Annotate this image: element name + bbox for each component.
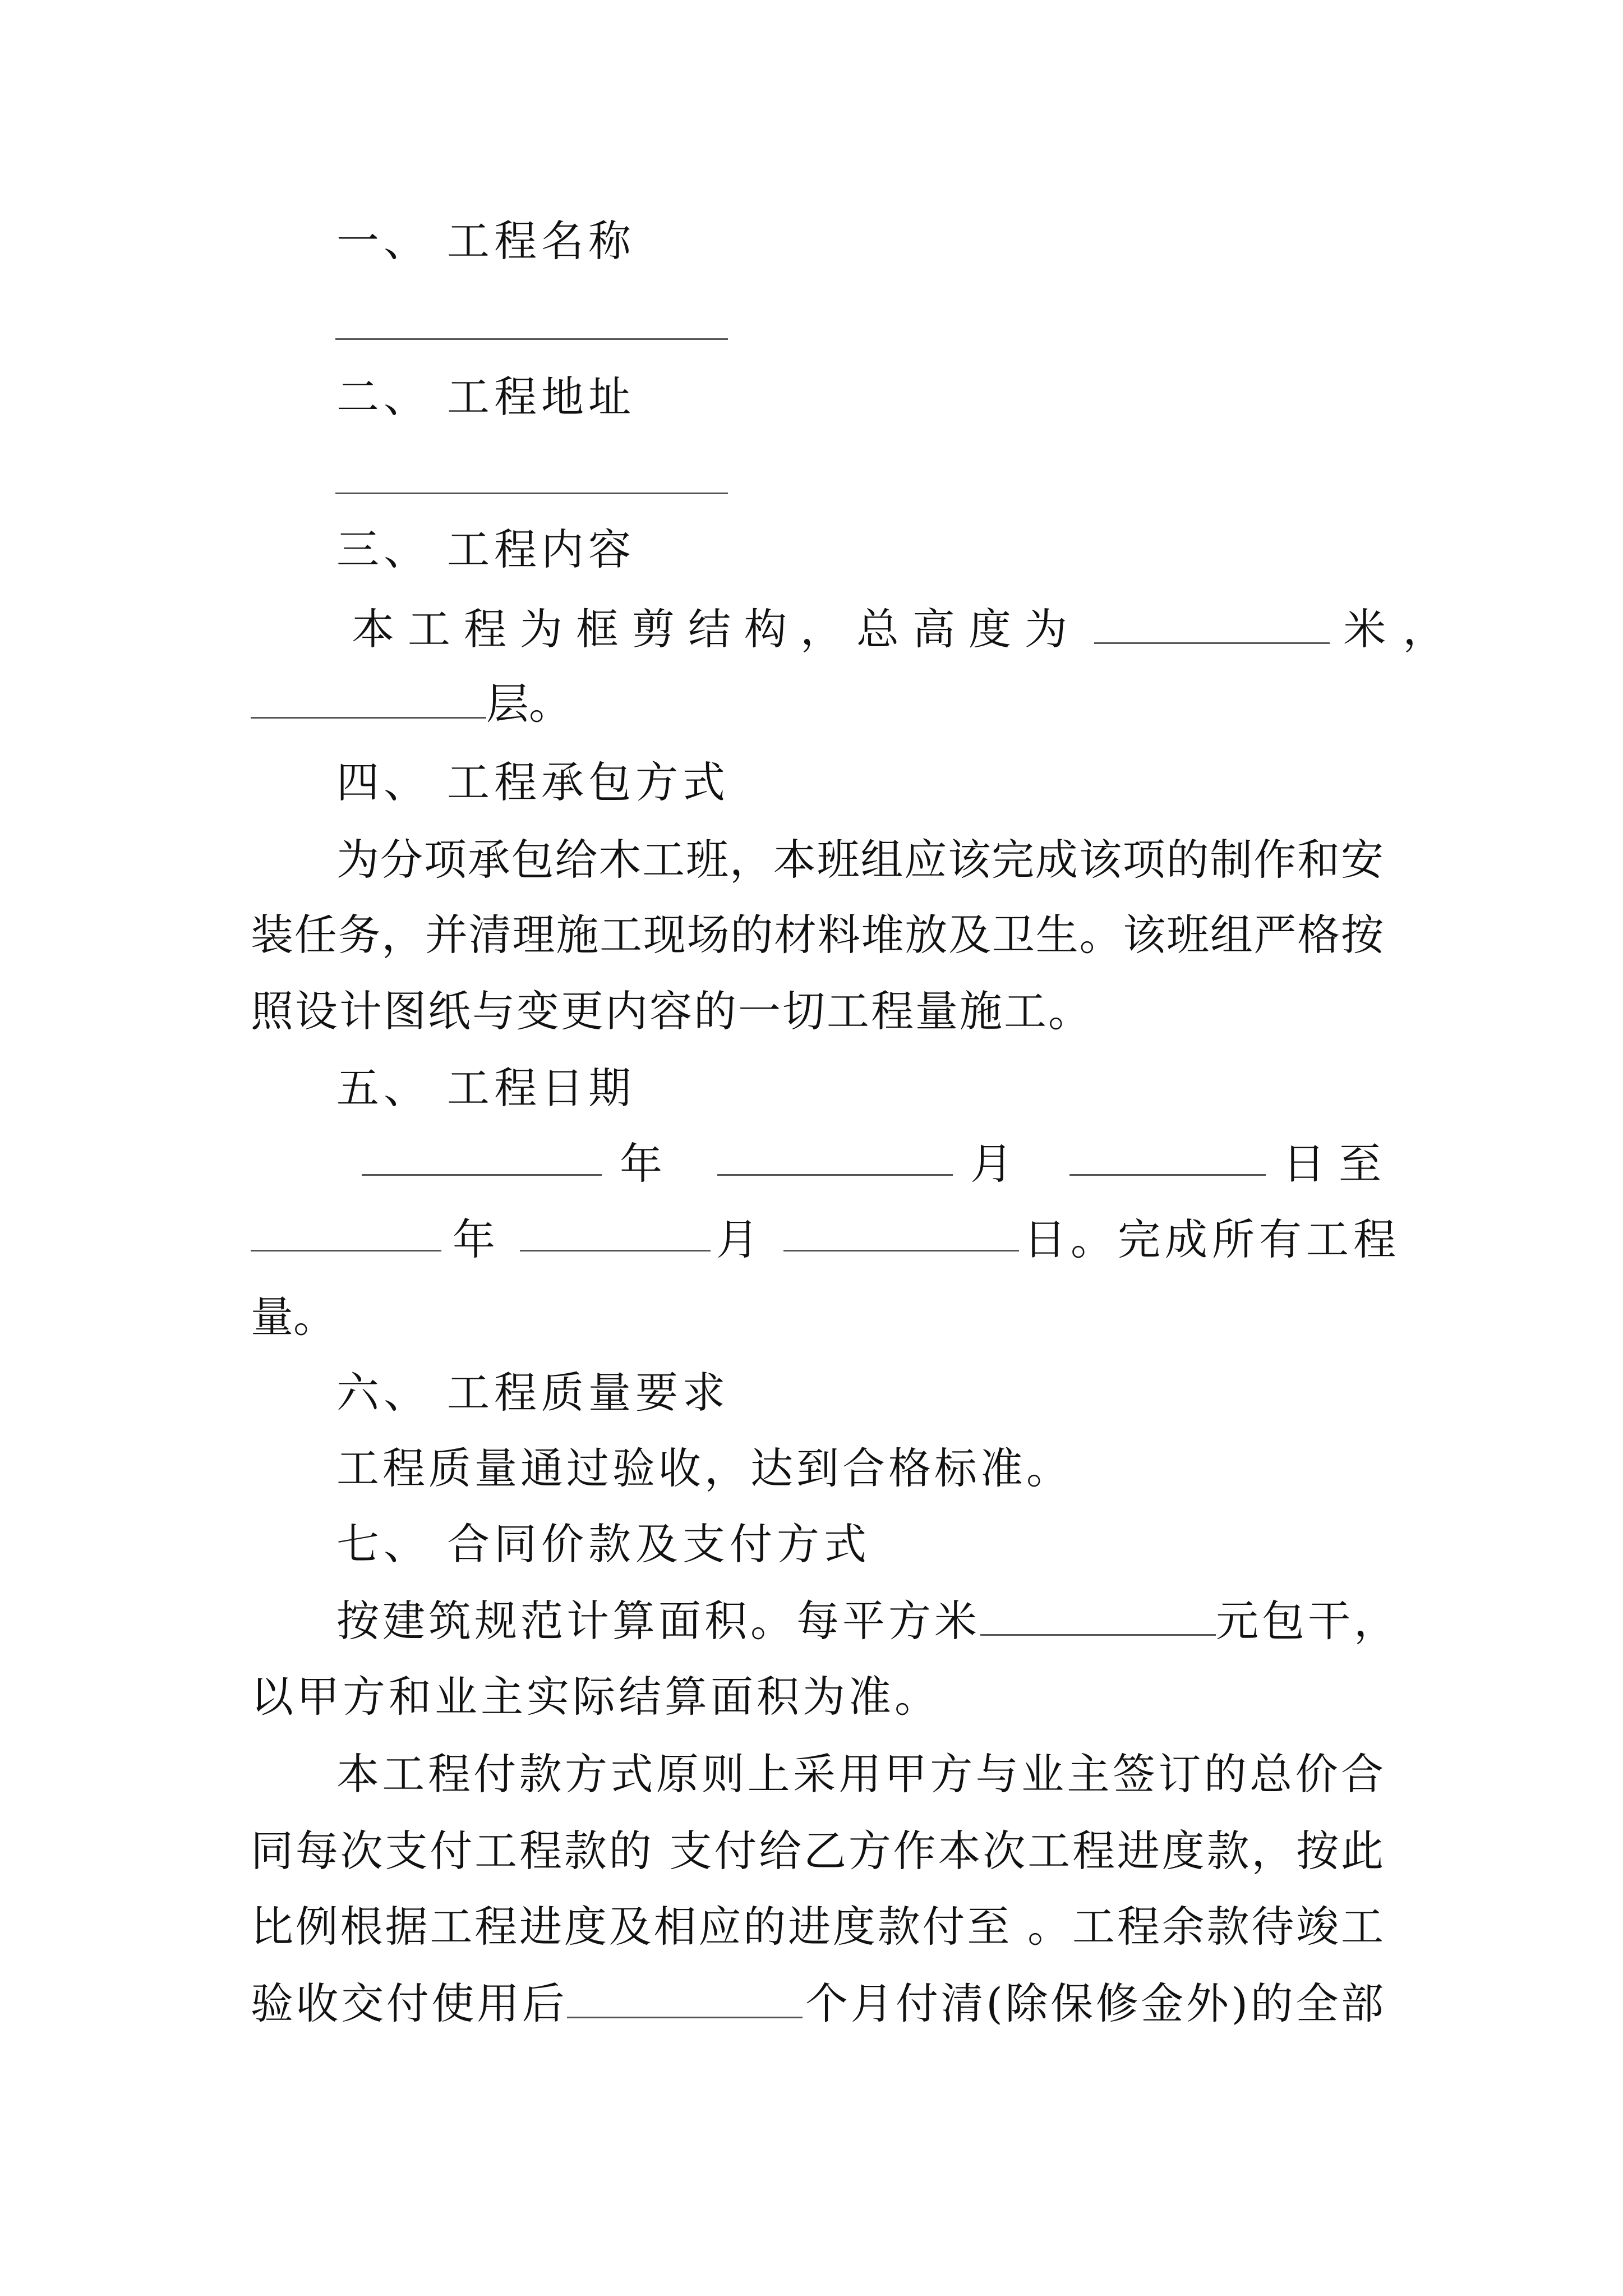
date-line — [251, 1212, 1400, 1268]
text: 按建筑规范计算面积。每平方米 — [336, 1596, 980, 1646]
blank-field — [251, 679, 486, 719]
section-number: 一、 — [336, 216, 431, 266]
blank-field — [520, 1212, 711, 1251]
paragraph-line: 以甲方和业主实际结算面积为准。 — [251, 1672, 940, 1722]
paragraph-line: 照设计图纸与变更内容的一切工程量施工。 — [251, 986, 1092, 1036]
blank-field — [783, 1212, 1019, 1251]
paragraph-line — [352, 601, 1463, 657]
paragraph-line: 本工程付款方式原则上采用甲方与业主签订的总价合 — [336, 1749, 1384, 1799]
section-number: 四、 — [336, 757, 431, 807]
paragraph-line: 工程质量通过验收，达到合格标准。 — [336, 1443, 1072, 1493]
fill-in-line — [335, 493, 728, 494]
paragraph-line: 比例根据工程进度及相应的进度款付至 。工程余款待竣工 — [251, 1902, 1384, 1952]
fill-in-line — [335, 338, 728, 340]
blank-field — [251, 1212, 441, 1251]
section-number: 三、 — [336, 524, 431, 574]
paragraph-line — [251, 676, 571, 732]
paragraph-line — [336, 1593, 1400, 1649]
section-number: 七、 — [336, 1519, 431, 1569]
text: 验收交付使用后 — [251, 1978, 568, 2028]
text: 日至 — [1283, 1139, 1395, 1189]
date-line — [335, 1136, 1395, 1192]
paragraph-line — [251, 1976, 1384, 2032]
blank-field — [567, 1978, 803, 2018]
text: 个月付清(除保修金外)的全部 — [803, 1978, 1384, 2028]
section-title: 工程名称 — [447, 216, 635, 266]
text: 年 — [620, 1139, 662, 1189]
text: 日。完成所有工程 — [1023, 1214, 1400, 1264]
text: 月 — [716, 1214, 759, 1264]
text: 元包干， — [1216, 1596, 1400, 1646]
section-number: 五、 — [336, 1063, 431, 1113]
section-title: 工程承包方式 — [447, 757, 730, 807]
text: 月 — [970, 1139, 1013, 1189]
blank-field — [980, 1596, 1216, 1636]
paragraph-line: 量。 — [251, 1292, 336, 1342]
section-number: 六、 — [336, 1368, 431, 1418]
blank-field — [717, 1136, 953, 1176]
blank-field — [1069, 1136, 1266, 1176]
text: 本工程为框剪结构，总高度为 — [352, 604, 1081, 654]
blank-field — [362, 1136, 602, 1176]
section-title: 工程内容 — [447, 524, 635, 574]
paragraph-line: 同每次支付工程款的 支付给乙方作本次工程进度款，按此 — [251, 1826, 1384, 1876]
text: 层。 — [486, 679, 571, 729]
section-title: 工程质量要求 — [447, 1368, 730, 1418]
text: 年 — [453, 1214, 495, 1264]
blank-field — [1094, 604, 1330, 644]
section-title: 合同价款及支付方式 — [447, 1519, 871, 1569]
section-number: 二、 — [336, 372, 431, 422]
text: 米， — [1343, 604, 1463, 654]
section-title: 工程地址 — [447, 372, 635, 422]
paragraph-line: 为分项承包给木工班，本班组应该完成该项的制作和安 — [336, 835, 1384, 885]
section-title: 工程日期 — [447, 1063, 635, 1113]
paragraph-line: 装任务，并清理施工现场的材料堆放及卫生。该班组严格按 — [251, 910, 1384, 960]
